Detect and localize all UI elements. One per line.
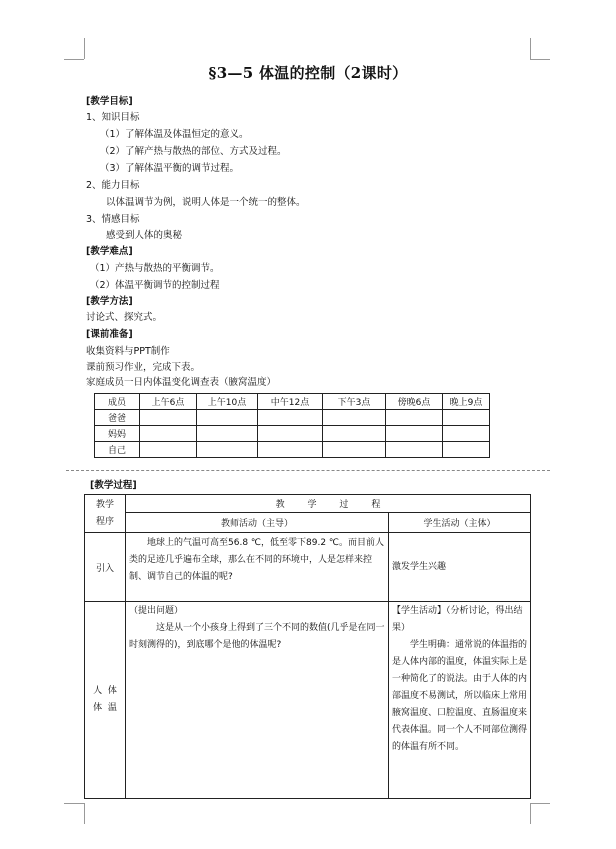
process-table [84,494,531,799]
stage-cell [85,602,126,799]
table-cell [197,410,258,426]
table-cell [140,442,197,458]
section-break [66,470,550,471]
table-cell [443,442,490,458]
crop-mark [530,803,531,824]
table-cell [258,442,323,458]
column-header: 晚上9点 [443,394,490,410]
goals-heading: [教学目标] [86,96,133,107]
table-header-row [85,513,531,533]
stage-cell: 引入 [85,533,126,602]
crop-mark [530,803,550,804]
table-cell [386,442,443,458]
method-text: 讨论式、探究式。 [86,312,163,323]
teacher-cell [126,602,389,799]
column-header: 傍晚6点 [386,394,443,410]
student-text: 【学生活动】（分析讨论，得出结果） [392,606,523,633]
table-cell [258,410,323,426]
table-row [95,442,490,458]
table-row [85,602,531,799]
crop-mark [64,59,84,60]
table-header-row [95,394,490,410]
page-title: §3—5 体温的控制（2课时） [208,64,408,82]
difficulty-heading: [教学难点] [86,246,133,257]
student-header: 学生活动（主体） [389,513,531,533]
teacher-text: 这是从一个小孩身上得到了三个不同的数值(几乎是在同一时刻测得的)，到底哪个是他的体温呢? [129,623,385,650]
knowledge-item: （2）了解产热与散热的部位、方式及过程。 [100,146,287,157]
stage-header-line: 教学 [95,499,114,510]
ability-goal: 2、能力目标 [86,180,140,191]
table-header-row [85,495,531,513]
process-heading: [教学过程] [90,480,137,491]
table-cell [197,442,258,458]
process-header: 教 学 过 程 [126,495,531,513]
knowledge-item: （1）了解体温及体温恒定的意义。 [100,129,249,140]
emotion-goal: 3、情感目标 [86,214,140,225]
row-label: 自己 [95,442,140,458]
stage-header-line: 程序 [95,516,114,527]
table-cell [258,426,323,442]
table-cell [386,410,443,426]
teacher-text: 地球上的气温可高至56.8 ℃，低至零下89.2 ℃。而目前人类的足迹几乎遍布全球，那么在不同的环境中，人是怎样来控制、调节自己的体温的呢? [129,538,385,582]
row-label: 爸爸 [95,410,140,426]
prep-text: 收集资料与PPT制作 [86,346,170,357]
student-text: 学生明确：通常说的体温指的是人体内部的温度，体温实际上是一种简化了的说法。由于人体的内部温度不易测试，所以临床上常用腋窝温度、口腔温度、直肠温度来代表体温。同一个人不同部位测得的体温有所不同。 [392,640,528,752]
table-cell [140,410,197,426]
knowledge-item: （3）了解体温平衡的调节过程。 [100,163,240,174]
table-row [95,410,490,426]
table-row [85,533,531,602]
row-label: 妈妈 [95,426,140,442]
student-cell [389,602,531,799]
teacher-header: 教师活动（主导） [126,513,389,533]
crop-mark [530,59,550,60]
prep-heading: [课前准备] [86,329,133,340]
difficulty-item: （1）产热与散热的平衡调节。 [90,263,220,274]
table-cell [386,426,443,442]
student-text: 激发学生兴趣 [392,561,447,572]
table-cell [323,442,386,458]
crop-mark [64,803,84,804]
emotion-text: 感受到人体的奥秘 [106,230,183,241]
crop-mark [530,38,531,59]
column-header: 上午10点 [197,394,258,410]
difficulty-item: （2）体温平衡调节的控制过程 [90,280,220,291]
teacher-text: （提出问题） [129,606,184,616]
teacher-cell [126,533,389,602]
table-cell [140,426,197,442]
column-header: 下午3点 [323,394,386,410]
column-header: 上午6点 [140,394,197,410]
column-header: 中午12点 [258,394,323,410]
student-cell [389,533,531,602]
ability-text: 以体温调节为例，说明人体是一个统一的整体。 [106,197,306,208]
column-header: 成员 [95,394,140,410]
table-cell [323,426,386,442]
table-cell [323,410,386,426]
prep-text: 课前预习作业，完成下表。 [86,362,201,373]
table-cell [443,410,490,426]
stage-header [85,495,126,533]
survey-title: 家庭成员一日内体温变化调查表（腋窝温度） [86,377,277,388]
table-cell [197,426,258,442]
crop-mark [84,803,85,824]
stage-label-line: 体 温 [93,703,117,713]
stage-label-line: 人 体 [93,686,117,696]
crop-mark [84,38,85,59]
table-cell [443,426,490,442]
survey-table [94,393,490,458]
method-heading: [教学方法] [86,296,133,307]
knowledge-goal: 1、知识目标 [86,112,140,123]
table-row [95,426,490,442]
